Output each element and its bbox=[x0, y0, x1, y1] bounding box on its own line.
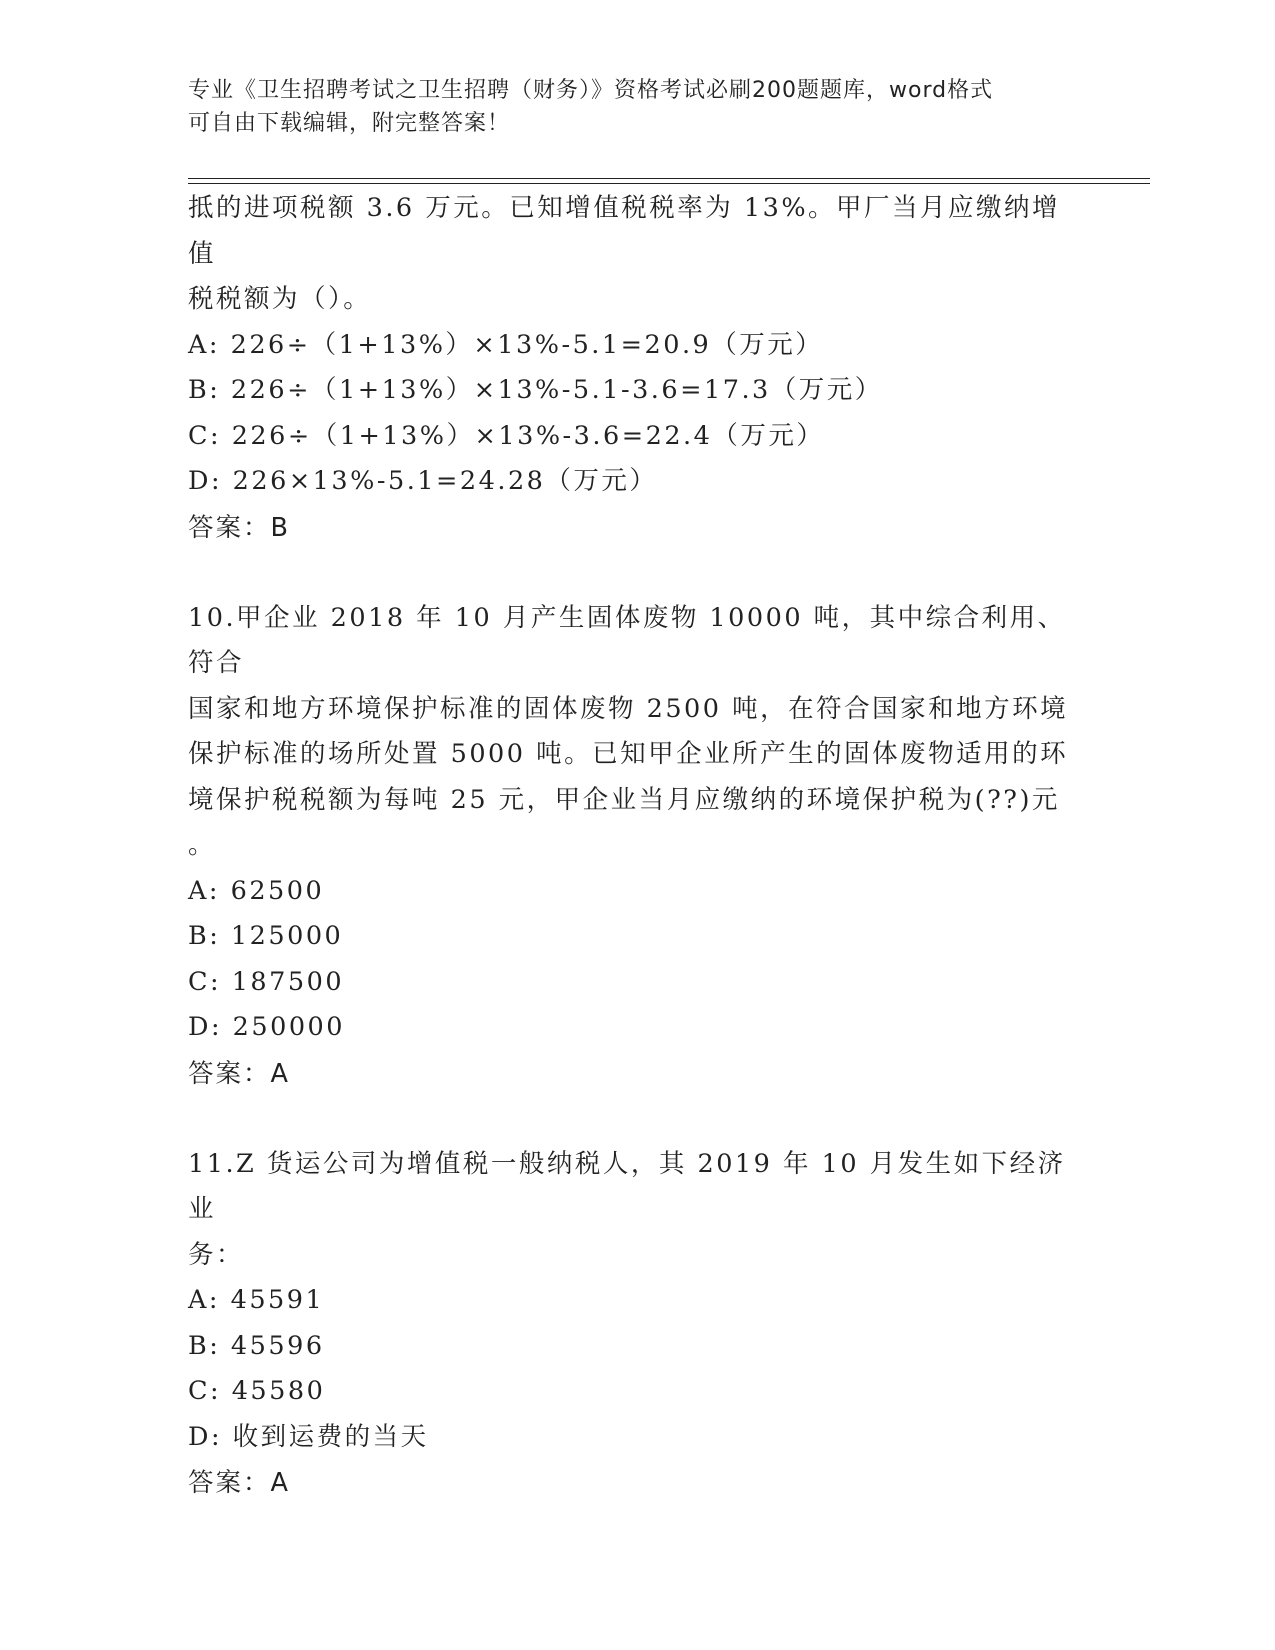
spacer bbox=[188, 551, 1078, 596]
question-10-option-c: C: 187500 bbox=[188, 966, 345, 997]
spacer bbox=[188, 1097, 1078, 1142]
question-10-option-a: A: 62500 bbox=[188, 875, 325, 906]
question-10-stem-line-3: 保护标准的场所处置 5000 吨。已知甲企业所产生的固体废物适用的环 bbox=[188, 739, 1069, 769]
page-header bbox=[188, 74, 1088, 140]
question-11-stem-line-2: 务： bbox=[188, 1239, 245, 1270]
question-11-option-d: D: 收到运费的当天 bbox=[188, 1421, 429, 1452]
question-9-option-c: C: 226÷（1+13%）×13%-3.6=22.4（万元） bbox=[188, 420, 825, 451]
header-title-line-2: 可自由下载编辑，附完整答案！ bbox=[188, 111, 511, 136]
header-divider-top bbox=[188, 178, 1150, 179]
question-9-option-a: A: 226÷（1+13%）×13%-5.1=20.9（万元） bbox=[188, 329, 824, 360]
question-9-answer: 答案：B bbox=[188, 512, 290, 543]
question-11-option-c: C: 45580 bbox=[188, 1376, 326, 1406]
question-9-stem-line-2: 税税额为（）。 bbox=[188, 284, 372, 314]
question-9-option-b: B: 226÷（1+13%）×13%-5.1-3.6=17.3（万元） bbox=[188, 375, 883, 405]
header-divider-bottom bbox=[188, 183, 1150, 184]
question-9-stem-line-1: 抵的进项税额 3.6 万元。已知增值税税率为 13%。甲厂当月应缴纳增值 bbox=[188, 193, 1061, 269]
question-9 bbox=[188, 186, 1078, 551]
question-11-stem-line-1: 11.Z 货运公司为增值税一般纳税人，其 2019 年 10 月发生如下经济业 bbox=[188, 1148, 1066, 1224]
question-10-option-b: B: 125000 bbox=[188, 921, 344, 951]
question-11-option-b: B: 45596 bbox=[188, 1330, 325, 1361]
question-11 bbox=[188, 1142, 1078, 1507]
question-11-option-a: A: 45591 bbox=[188, 1285, 325, 1315]
question-10-stem-line-5: 。 bbox=[188, 830, 217, 860]
question-10-stem-line-1: 10.甲企业 2018 年 10 月产生固体废物 10000 吨，其中综合利用、符合 bbox=[188, 602, 1066, 678]
header-title-line-1: 专业《卫生招聘考试之卫生招聘（财务）》资格考试必刷200题题库，word格式 bbox=[188, 78, 994, 103]
document-body bbox=[188, 186, 1078, 1506]
question-10-answer: 答案：A bbox=[188, 1058, 290, 1089]
question-9-option-d: D: 226×13%-5.1=24.28（万元） bbox=[188, 466, 658, 496]
question-10-stem-line-2: 国家和地方环境保护标准的固体废物 2500 吨，在符合国家和地方环境 bbox=[188, 693, 1069, 724]
question-11-answer: 答案：A bbox=[188, 1468, 290, 1498]
question-10-stem-line-4: 境保护税税额为每吨 25 元，甲企业当月应缴纳的环境保护税为(??)元 bbox=[188, 784, 1060, 815]
question-10-option-d: D: 250000 bbox=[188, 1012, 345, 1042]
question-10 bbox=[188, 596, 1078, 1097]
